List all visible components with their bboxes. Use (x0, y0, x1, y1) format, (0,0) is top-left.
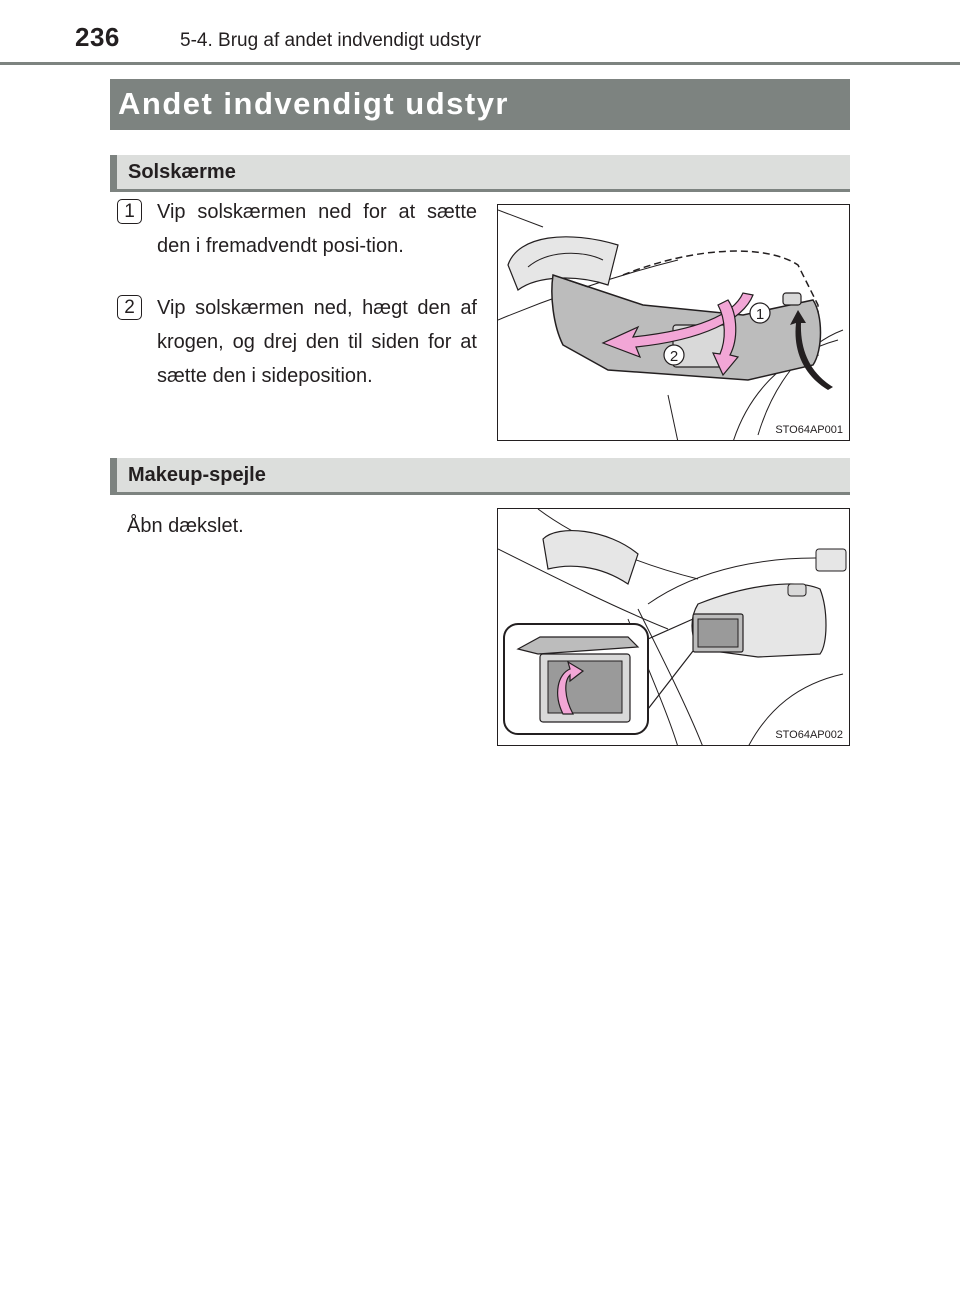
step-text-1: Vip solskærmen ned for at sætte den i fremadvendt posi-tion. (157, 201, 477, 257)
section-heading-text: Makeup-spejle (128, 464, 266, 486)
vanity-mirror-illustration (497, 508, 850, 746)
step-number-2: 2 (117, 295, 142, 320)
page-title: Andet indvendigt udstyr (118, 86, 509, 121)
figure-code-1: STO64AP001 (775, 424, 843, 436)
step-text-2: Vip solskærmen ned, hægt den af krogen, og drej den til siden for at sætte den i sideposition. (157, 297, 477, 387)
section-accent (110, 458, 117, 492)
section-heading-text: Solskærme (128, 161, 236, 183)
figure-code-2: STO64AP002 (775, 729, 843, 741)
header-rule (0, 62, 960, 65)
instruction-open-cover: Åbn dækslet. (127, 515, 244, 537)
vanity-mirror-drawing (498, 509, 850, 746)
running-head: 5-4. Brug af andet indvendigt udstyr (180, 30, 482, 51)
callout-2: 2 (669, 348, 679, 365)
callout-1: 1 (755, 306, 765, 323)
section-accent (110, 155, 117, 189)
page-title-bar (110, 79, 850, 130)
step-number-1: 1 (117, 199, 142, 224)
section-heading-vanity-mirrors (110, 458, 850, 495)
sun-visor-illustration (497, 204, 850, 441)
section-heading-sun-visors (110, 155, 850, 192)
page-number: 236 (75, 22, 120, 52)
sun-visor-drawing (498, 205, 850, 441)
